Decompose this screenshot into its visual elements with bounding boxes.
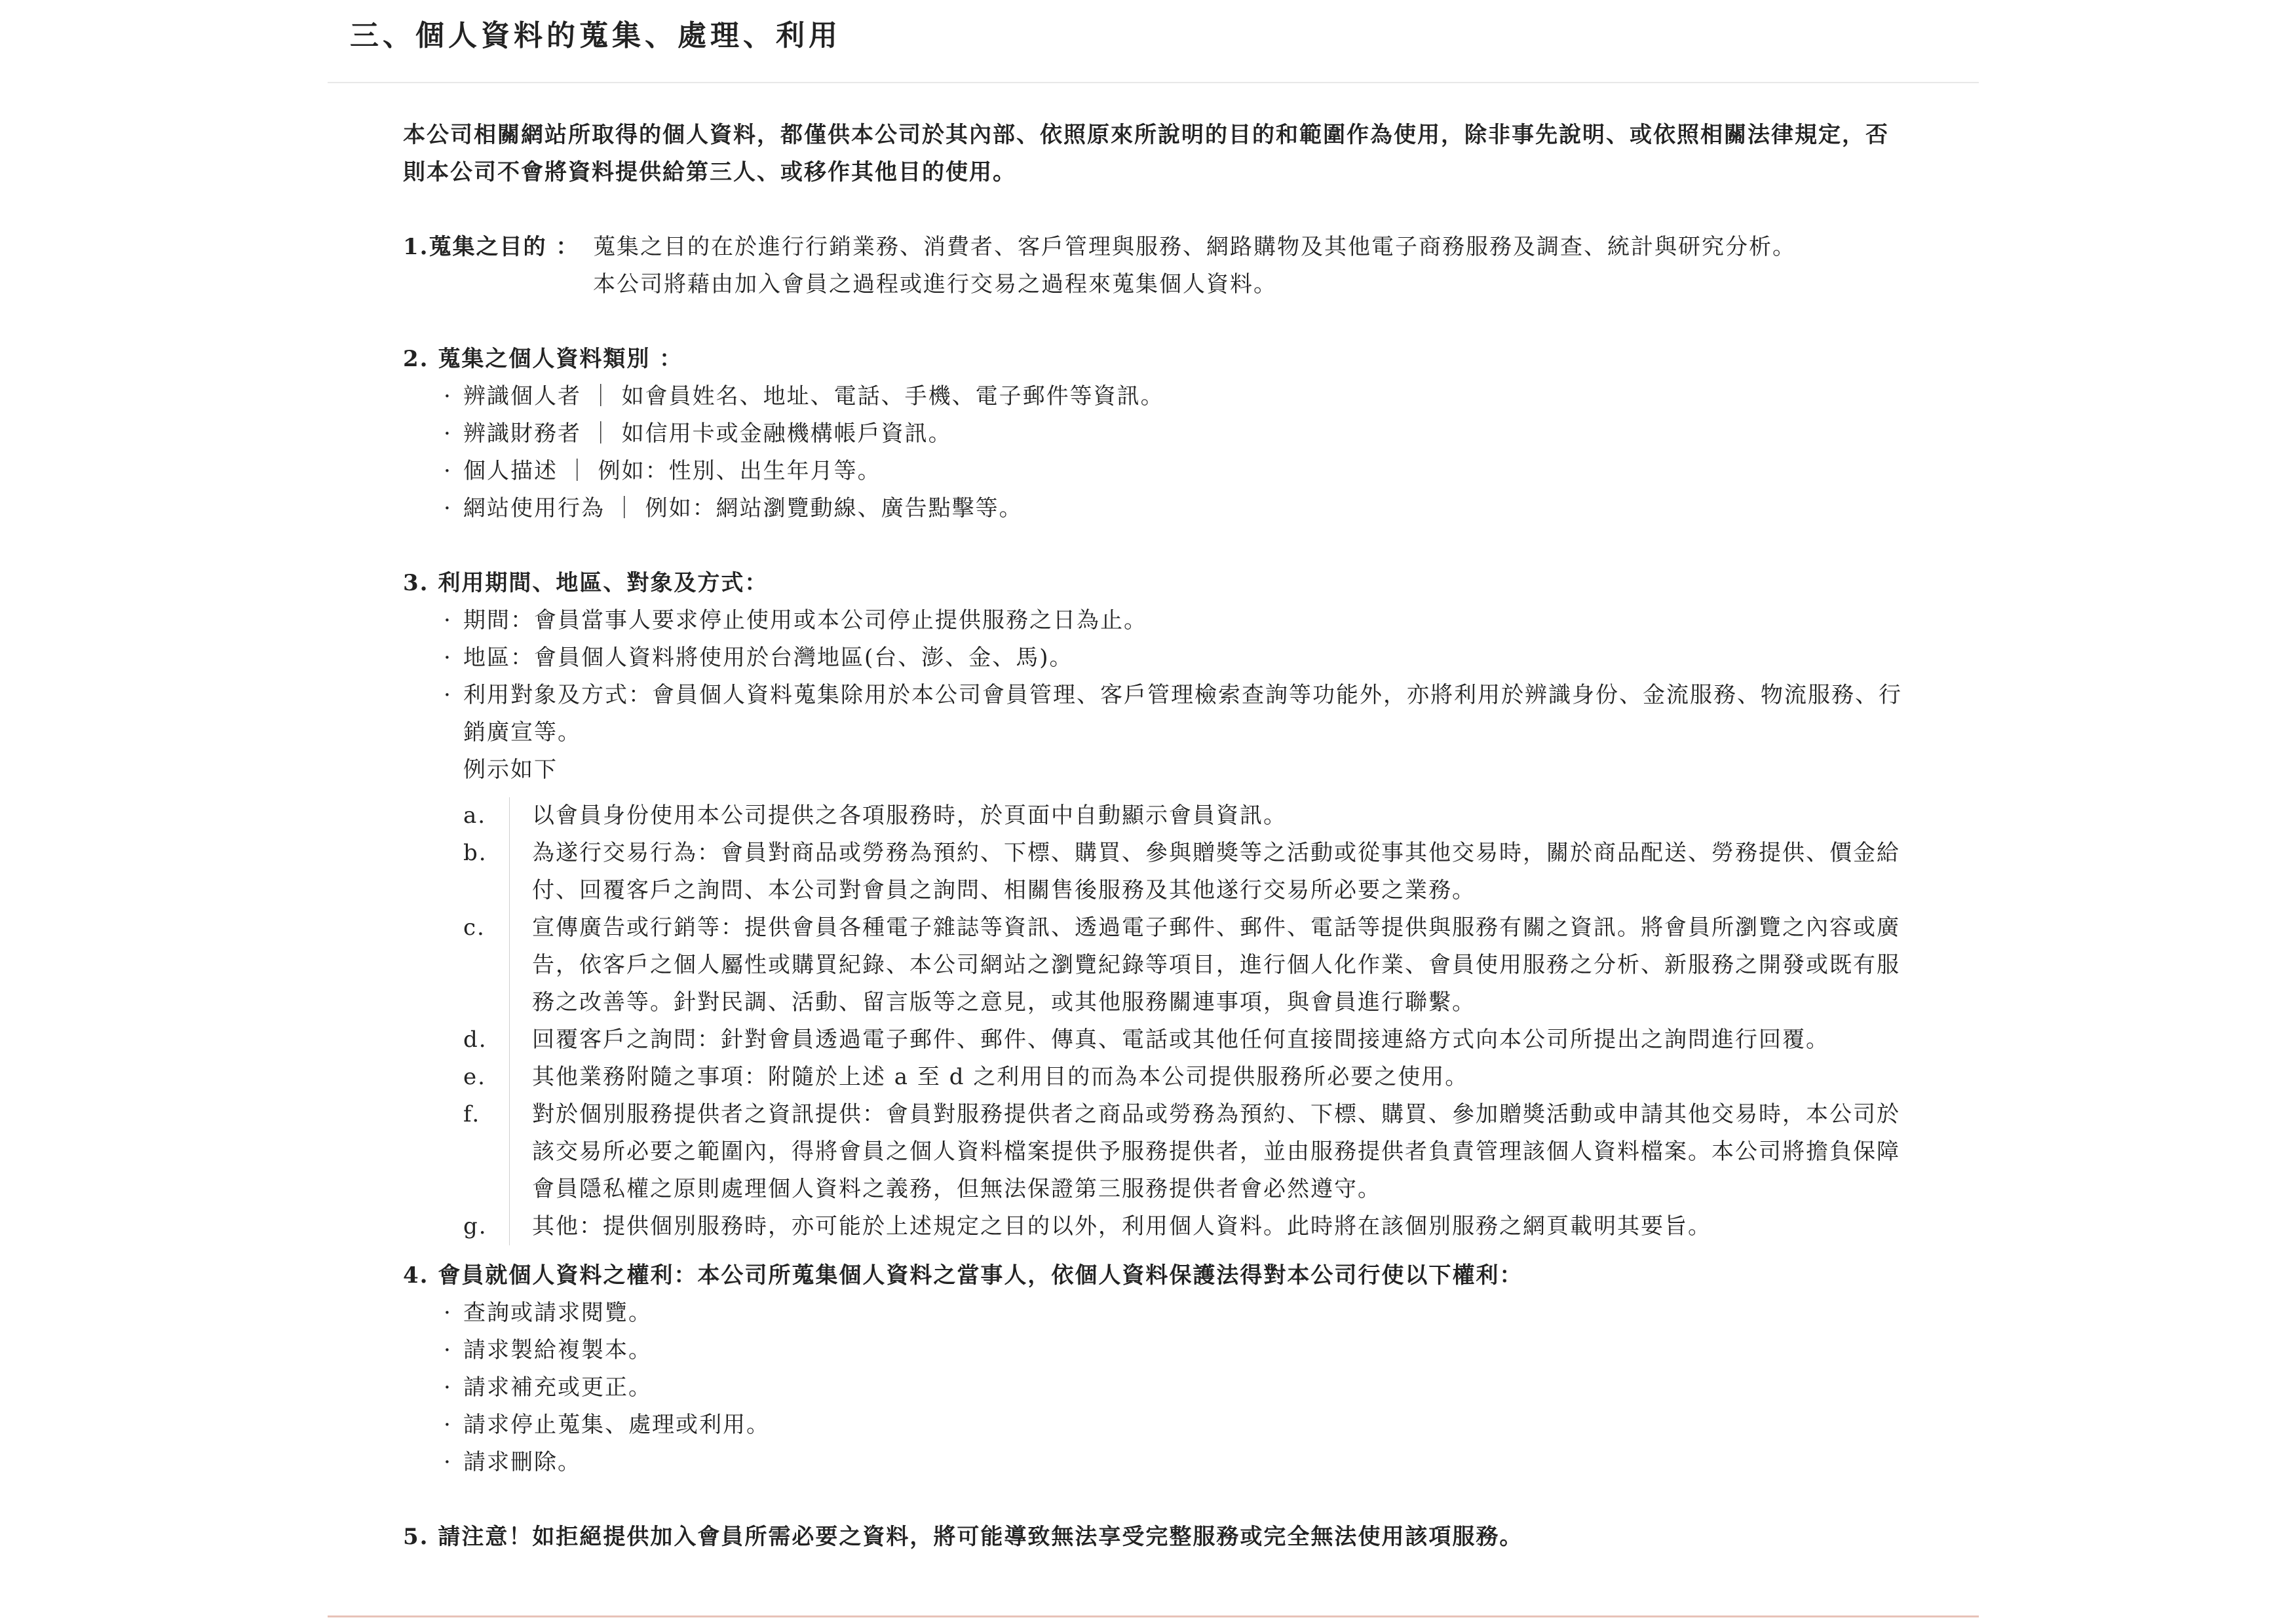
item-3-bullet-list [444, 602, 1910, 751]
item-1-line: 蒐集之目的在於進行行銷業務、消費者、客戶管理與服務、網路購物及其他電子商務服務及調查、統計與研究分析。 [593, 234, 1796, 260]
sub-item-letter: e. [463, 1059, 510, 1096]
bullet-text: 辨識財務者 ｜ 如信用卡或金融機構帳戶資訊。 [463, 421, 952, 447]
bullet-dot: · [444, 607, 452, 633]
sub-list-item [463, 909, 1910, 1021]
sub-list-item [463, 835, 1910, 909]
item-4-bullet-list [444, 1294, 1910, 1481]
sub-item-text: 宣傳廣告或行銷等：提供會員各種電子雜誌等資訊、透過電子郵件、郵件、電話等提供與服務有關之資訊。將會員所瀏覽之內容或廣告，依客戶之個人屬性或購買紀錄、本公司網站之瀏覽紀錄等項目，進行個人化作業、會員使用服務之分析、新服務之開發或既有服務之改善等。針對民調、活動、留言版等之意見，或其他服務關連事項，與會員進行聯繫。 [532, 915, 1900, 1015]
bullet-dot: · [444, 383, 452, 409]
item-1-number: 1. [403, 234, 429, 260]
item-3-usage-scope [403, 565, 1910, 1245]
sub-item-letter: c. [463, 909, 510, 1021]
privacy-policy-page [328, 0, 1979, 1624]
section-title: 三、個人資料的蒐集、處理、利用 [350, 19, 841, 52]
sub-item-letter: f. [463, 1096, 510, 1208]
item-4-number: 4. [403, 1262, 429, 1289]
list-item [444, 453, 1910, 490]
sub-item-text: 其他業務附隨之事項：附隨於上述 a 至 d 之利用目的而為本公司提供服務所必要之使用。 [532, 1064, 1469, 1090]
bullet-dot: · [444, 1337, 452, 1363]
bullet-dot: · [444, 421, 452, 447]
sub-list-item [463, 1021, 1910, 1059]
list-item [444, 1444, 1910, 1481]
item-3-number: 3. [403, 570, 429, 596]
item-1-collection-purpose [403, 229, 1910, 303]
sub-list-item [463, 1096, 1910, 1208]
item-4-member-rights [403, 1257, 1910, 1481]
bullet-dot: · [444, 1374, 452, 1401]
sub-item-letter: a. [463, 797, 510, 835]
item-1-line: 本公司將藉由加入會員之過程或進行交易之過程來蒐集個人資料。 [593, 271, 1277, 297]
item-3-heading: 利用期間、地區、對象及方式： [438, 570, 769, 596]
item-5-notice [403, 1519, 1910, 1556]
bullet-dot: · [444, 495, 452, 521]
sub-item-text: 回覆客戶之詢問：針對會員透過電子郵件、郵件、傳真、電話或其他任何直接間接連絡方式向本公司所提出之詢問進行回覆。 [532, 1027, 1829, 1053]
list-item [444, 639, 1910, 677]
bullet-dot: · [444, 1300, 452, 1326]
bullet-text: 利用對象及方式：會員個人資料蒐集除用於本公司會員管理、客戶管理檢索查詢等功能外，亦將利用於辨識身份、金流服務、物流服務、行銷廣宣等。 [463, 682, 1902, 746]
list-item [444, 1332, 1910, 1369]
bullet-text: 請求刪除。 [463, 1449, 581, 1475]
sub-item-text: 為遂行交易行為：會員對商品或勞務為預約、下標、購買、參與贈獎等之活動或從事其他交易時，關於商品配送、勞務提供、價金給付、回覆客戶之詢問、本公司對會員之詢問、相關售後服務及其他遂行交易所必要之業務。 [532, 840, 1900, 903]
sub-list-item [463, 1208, 1910, 1245]
sub-item-letter: g. [463, 1208, 510, 1245]
list-item [444, 490, 1910, 527]
intro-paragraph: 本公司相關網站所取得的個人資料，都僅供本公司於其內部、依照原來所說明的目的和範圍作為使用，除非事先說明、或依照相關法律規定，否則本公司不會將資料提供給第三人、或移作其他目的使用。 [403, 122, 1889, 185]
sub-item-letter: b. [463, 835, 510, 909]
bullet-dot: · [444, 645, 452, 671]
bullet-text: 請求補充或更正。 [463, 1374, 652, 1401]
bullet-text: 辨識個人者 ｜ 如會員姓名、地址、電話、手機、電子郵件等資訊。 [463, 383, 1164, 409]
bullet-text: 地區：會員個人資料將使用於台灣地區(台、澎、金、馬)。 [463, 645, 1073, 671]
item-5-text: 請注意！如拒絕提供加入會員所需必要之資料，將可能導致無法享受完整服務或完全無法使用該項服務。 [438, 1524, 1523, 1550]
list-item [444, 1407, 1910, 1444]
item-2-data-categories [403, 341, 1910, 527]
sub-item-letter: d. [463, 1021, 510, 1059]
item-1-heading: 蒐集之目的 ： [429, 234, 580, 260]
bullet-dot: · [444, 458, 452, 484]
list-item [444, 1369, 1910, 1407]
item-2-bullet-list [444, 378, 1910, 527]
sub-item-text: 其他：提供個別服務時，亦可能於上述規定之目的以外，利用個人資料。此時將在該個別服務之網頁載明其要旨。 [532, 1213, 1711, 1239]
item-3-sub-list [463, 797, 1910, 1245]
sub-item-text: 對於個別服務提供者之資訊提供：會員對服務提供者之商品或勞務為預約、下標、購買、參加贈獎活動或申請其他交易時，本公司於該交易所必要之範圍內，得將會員之個人資料檔案提供予服務提供者，並由服務提供者負責管理該個人資料檔案。本公司將擔負保障會員隱私權之原則處理個人資料之義務，但無法保證第三服務提供者會必然遵守。 [532, 1101, 1900, 1202]
bullet-dot: · [444, 682, 452, 708]
bullet-text: 查詢或請求閱覽。 [463, 1300, 652, 1326]
list-item [444, 602, 1910, 639]
policy-content [403, 117, 1910, 1556]
sub-list-item [463, 797, 1910, 835]
item-2-number: 2. [403, 346, 429, 372]
bullet-text: 請求停止蒐集、處理或利用。 [463, 1412, 770, 1438]
bullet-dot: · [444, 1412, 452, 1438]
bullet-text: 期間：會員當事人要求停止使用或本公司停止提供服務之日為止。 [463, 607, 1147, 633]
bullet-dot: · [444, 1449, 452, 1475]
item-2-heading: 蒐集之個人資料類別 ： [438, 346, 683, 372]
bullet-text: 網站使用行為 ｜ 例如：網站瀏覽動線、廣告點擊等。 [463, 495, 1023, 521]
footer-divider [328, 1615, 1979, 1617]
list-item [444, 677, 1910, 751]
sub-list-item [463, 1059, 1910, 1096]
item-4-heading: 會員就個人資料之權利：本公司所蒐集個人資料之當事人，依個人資料保護法得對本公司行使以下權利： [438, 1262, 1523, 1289]
list-item [444, 415, 1910, 453]
item-1-label [403, 229, 593, 303]
list-item [444, 1294, 1910, 1332]
example-label: 例示如下 [463, 757, 558, 783]
list-item [444, 378, 1910, 415]
item-5-number: 5. [403, 1524, 429, 1550]
header-divider [328, 82, 1979, 83]
bullet-text: 請求製給複製本。 [463, 1337, 652, 1363]
sub-item-text: 以會員身份使用本公司提供之各項服務時，於頁面中自動顯示會員資訊。 [532, 803, 1287, 829]
bullet-text: 個人描述 ｜ 例如：性別、出生年月等。 [463, 458, 881, 484]
